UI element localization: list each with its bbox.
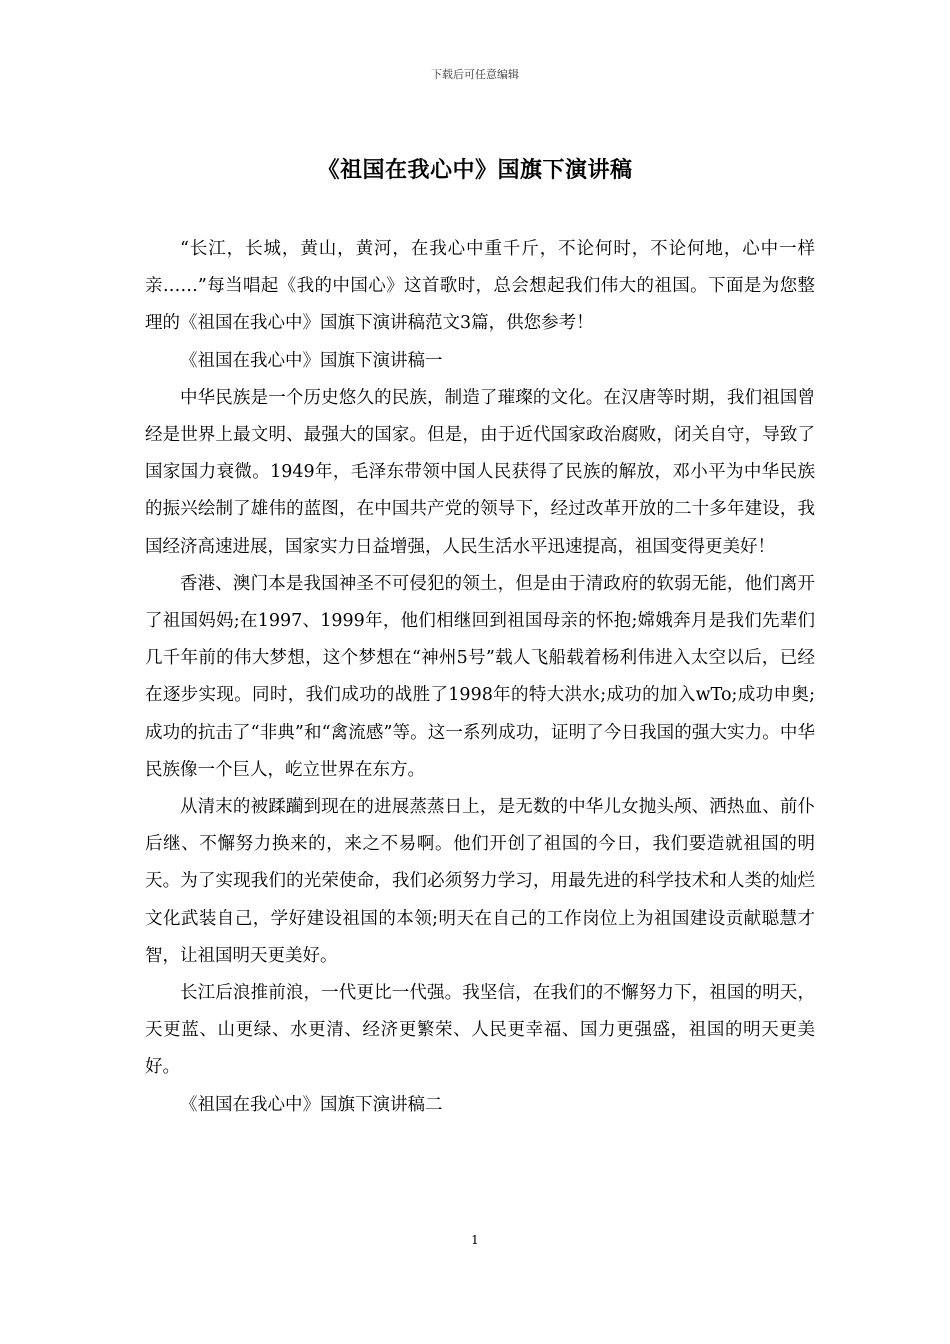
header-note: 下载后可任意编辑 [431, 68, 519, 81]
paragraph: 从清末的被蹂躏到现在的进展蒸蒸日上，是无数的中华儿女抛头颅、洒热血、前仆后继、不懈努力换来的，来之不易啊。他们开创了祖国的今日，我们要造就祖国的明天。为了实现我们的光荣使命，我们必须努力学习，用最先进的科学技术和人类的灿烂文化武装自己，学好建设祖国的本领;明天在自己的工作岗位上为祖国建设贡献聪慧才智，让祖国明天更美好。 [145, 797, 815, 966]
section-heading-one: 《祖国在我心中》国旗下演讲稿一 [180, 350, 443, 371]
paragraph-intro: “长江，长城，黄山，黄河，在我心中重千斤，不论何时，不论何地，心中一样亲……”每当唱起《我的中国心》这首歌时，总会想起我们伟大的祖国。下面是为您整理的《祖国在我心中》国旗下演讲稿范文3篇，供您参考！ [145, 239, 815, 334]
paragraph: 长江后浪推前浪，一代更比一代强。我坚信，在我们的不懈努力下，祖国的明天，天更蓝、山更绿、水更清、经济更繁荣、人民更幸福、国力更强盛，祖国的明天更美好。 [145, 983, 815, 1078]
paragraph: 香港、澳门本是我国神圣不可侵犯的领土，但是由于清政府的软弱无能，他们离开了祖国妈妈;在1997、1999年，他们相继回到祖国母亲的怀抱;嫦娥奔月是我们先辈们几千年前的伟大梦想，这个梦想在“神州5号”载人飞船载着杨利伟进入太空以后，已经在逐步实现。同时，我们成功的战胜了1998年的特大洪水;成功的加入wTo;成功申奥;成功的抗击了“非典”和“禽流感”等。这一系列成功，证明了今日我国的强大实力。中华民族像一个巨人，屹立世界在东方。 [145, 573, 815, 780]
paragraph: 中华民族是一个历史悠久的民族，制造了璀璨的文化。在汉唐等时期，我们祖国曾经是世界上最文明、最强大的国家。但是，由于近代国家政治腐败，闭关自守，导致了国家国力衰微。1949年，毛泽东带领中国人民获得了民族的解放，邓小平为中华民族的振兴绘制了雄伟的蓝图，在中国共产党的领导下，经过改革开放的二十多年建设，我国经济高速进展，国家实力日益增强，人民生活水平迅速提高，祖国变得更美好！ [145, 387, 815, 557]
page-number: 1 [471, 1233, 479, 1247]
document-body [145, 231, 815, 1124]
document-title: 《祖国在我心中》国旗下演讲稿 [317, 157, 633, 183]
section-heading-two: 《祖国在我心中》国旗下演讲稿二 [180, 1094, 443, 1115]
